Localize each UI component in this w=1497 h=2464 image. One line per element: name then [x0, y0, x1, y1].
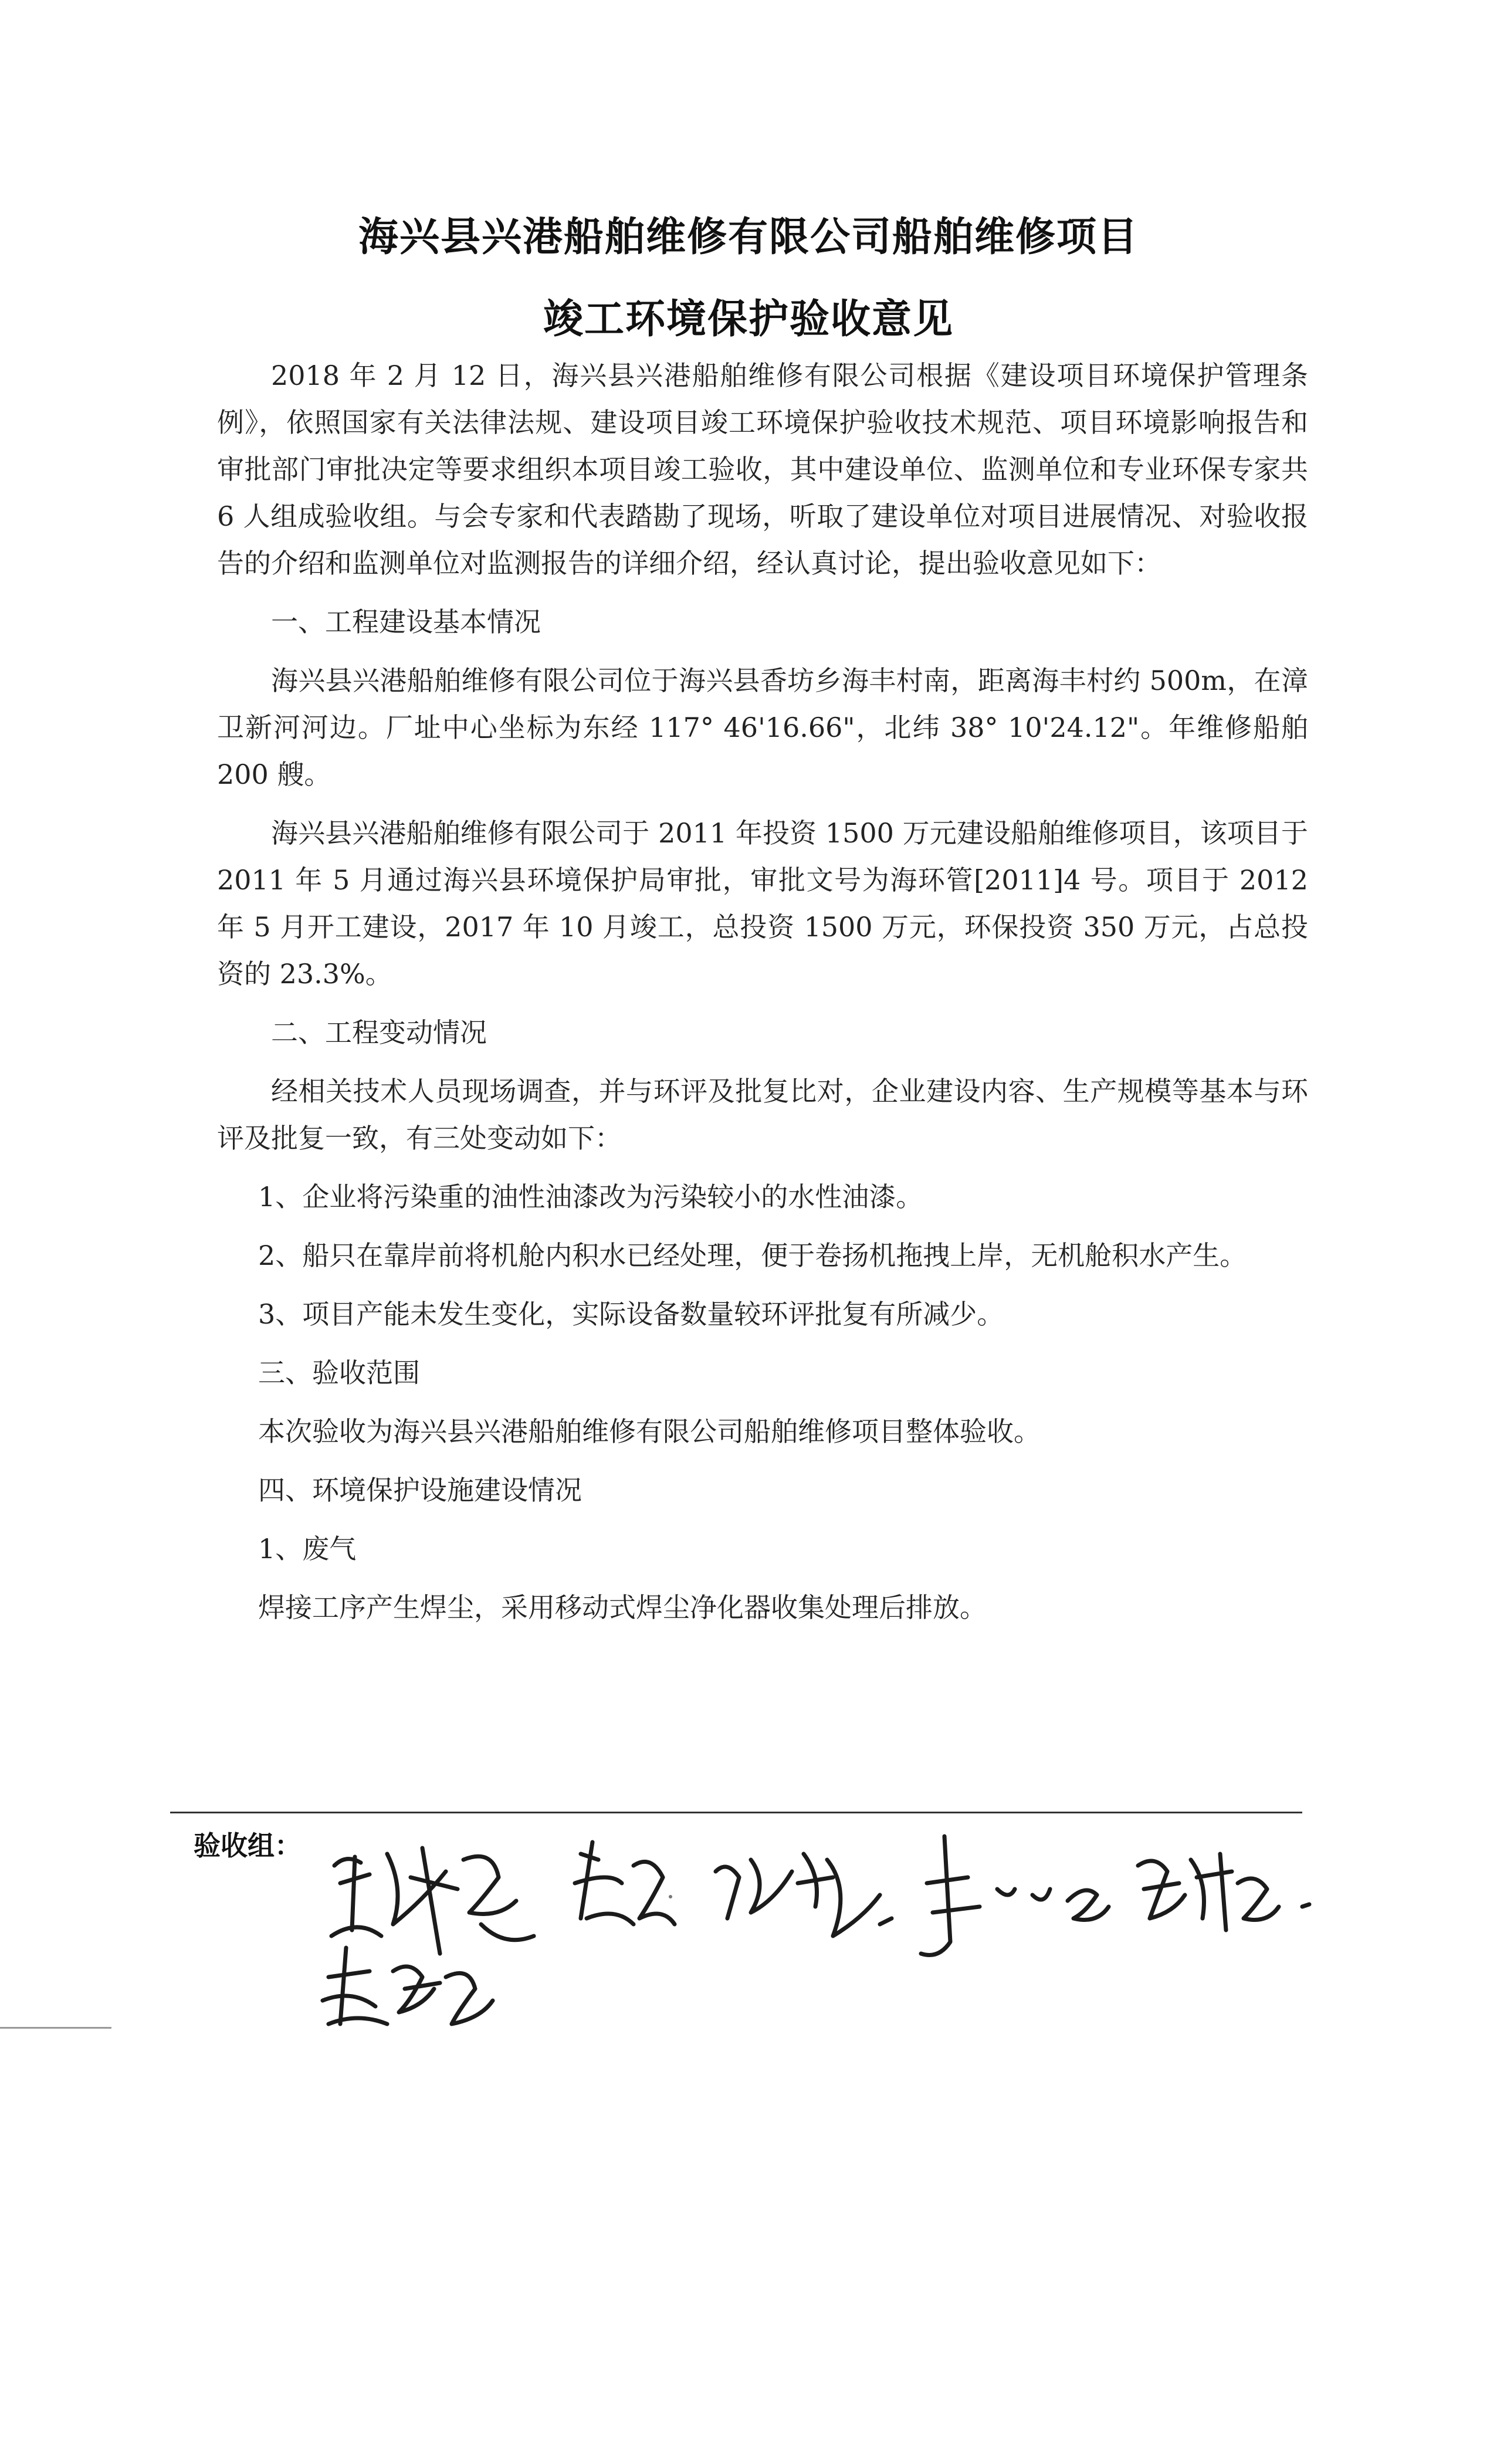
section2-item: 1、企业将污染重的油性油漆改为污染较小的水性油漆。	[258, 1181, 923, 1213]
signature-label: 验收组：	[194, 1830, 302, 1861]
signature-2	[575, 1842, 675, 1924]
section2-item: 3、项目产能未发生变化，实际设备数量较环评批复有所减少。	[258, 1298, 1004, 1330]
section2-heading: 二、工程变动情况	[271, 1017, 487, 1048]
section1-heading: 一、工程建设基本情况	[271, 606, 541, 638]
document-title-line1: 海兴县兴港船舶维修有限公司船舶维修项目	[358, 214, 1139, 260]
section2-item: 2、船只在靠岸前将机舱内积水已经处理，便于卷扬机拖拽上岸，无机舱积水产生。	[258, 1240, 1247, 1271]
intro-paragraph: 2018 年 2 月 12 日，海兴县兴港船舶维修有限公司根据《建设项目环境保护管理条例》，依照国家有关法律法规、建设项目竣工环境保护验收技术规范、项目环境影响报告和审批部门审批决定等要求组织本项目竣工验收，其中建设单位、监测单位和专业环保专家共 6 人组成验收组。与会专家和代表踏勘了现场，听取了建设单位对项目进展情况、对验收报告的介绍和监测单位对监测报告的详细介绍，经认真讨论，提出验收意见如下：	[217, 360, 1308, 579]
section3-paragraph: 本次验收为海兴县兴港船舶维修有限公司船舶维修项目整体验收。	[258, 1416, 1041, 1447]
signature-4	[921, 1836, 1109, 1955]
section2-paragraph: 经相关技术人员现场调查，并与环评及批复比对，企业建设内容、生产规模等基本与环评及批复一致，有三处变动如下：	[217, 1075, 1308, 1154]
handwritten-signatures	[305, 1801, 1361, 2036]
document-title-line2: 竣工环境保护验收意见	[543, 296, 954, 343]
signature-1	[331, 1848, 534, 1954]
signature-5	[1138, 1854, 1309, 1930]
margin-mark	[0, 2027, 111, 2029]
signature-6	[323, 1948, 493, 2024]
scan-speck	[669, 1895, 672, 1898]
section1-paragraph-location: 海兴县兴港船舶维修有限公司位于海兴县香坊乡海丰村南，距离海丰村约 500m，在漳卫新河河边。厂址中心坐标为东经 117° 46'16.66"，北纬 38° 10'24.12"。年维修船舶 200 艘。	[217, 665, 1308, 790]
section1-paragraph-investment: 海兴县兴港船舶维修有限公司于 2011 年投资 1500 万元建设船舶维修项目，该项目于 2011 年 5 月通过海兴县环境保护局审批，审批文号为海环管[2011]4 号。项目于 2012 年 5 月开工建设，2017 年 10 月竣工，总投资 1500 万元，环保投资 350 万元，占总投资的 23.3%。	[217, 817, 1308, 990]
section3-heading: 三、验收范围	[258, 1357, 420, 1389]
document-body	[217, 352, 1308, 1631]
signature-3	[716, 1854, 892, 1936]
section4-exhaust-paragraph: 焊接工序产生焊尘，采用移动式焊尘净化器收集处理后排放。	[258, 1592, 987, 1623]
section4-heading: 四、环境保护设施建设情况	[258, 1474, 582, 1506]
section4-sub-heading-exhaust: 1、废气	[258, 1533, 357, 1565]
